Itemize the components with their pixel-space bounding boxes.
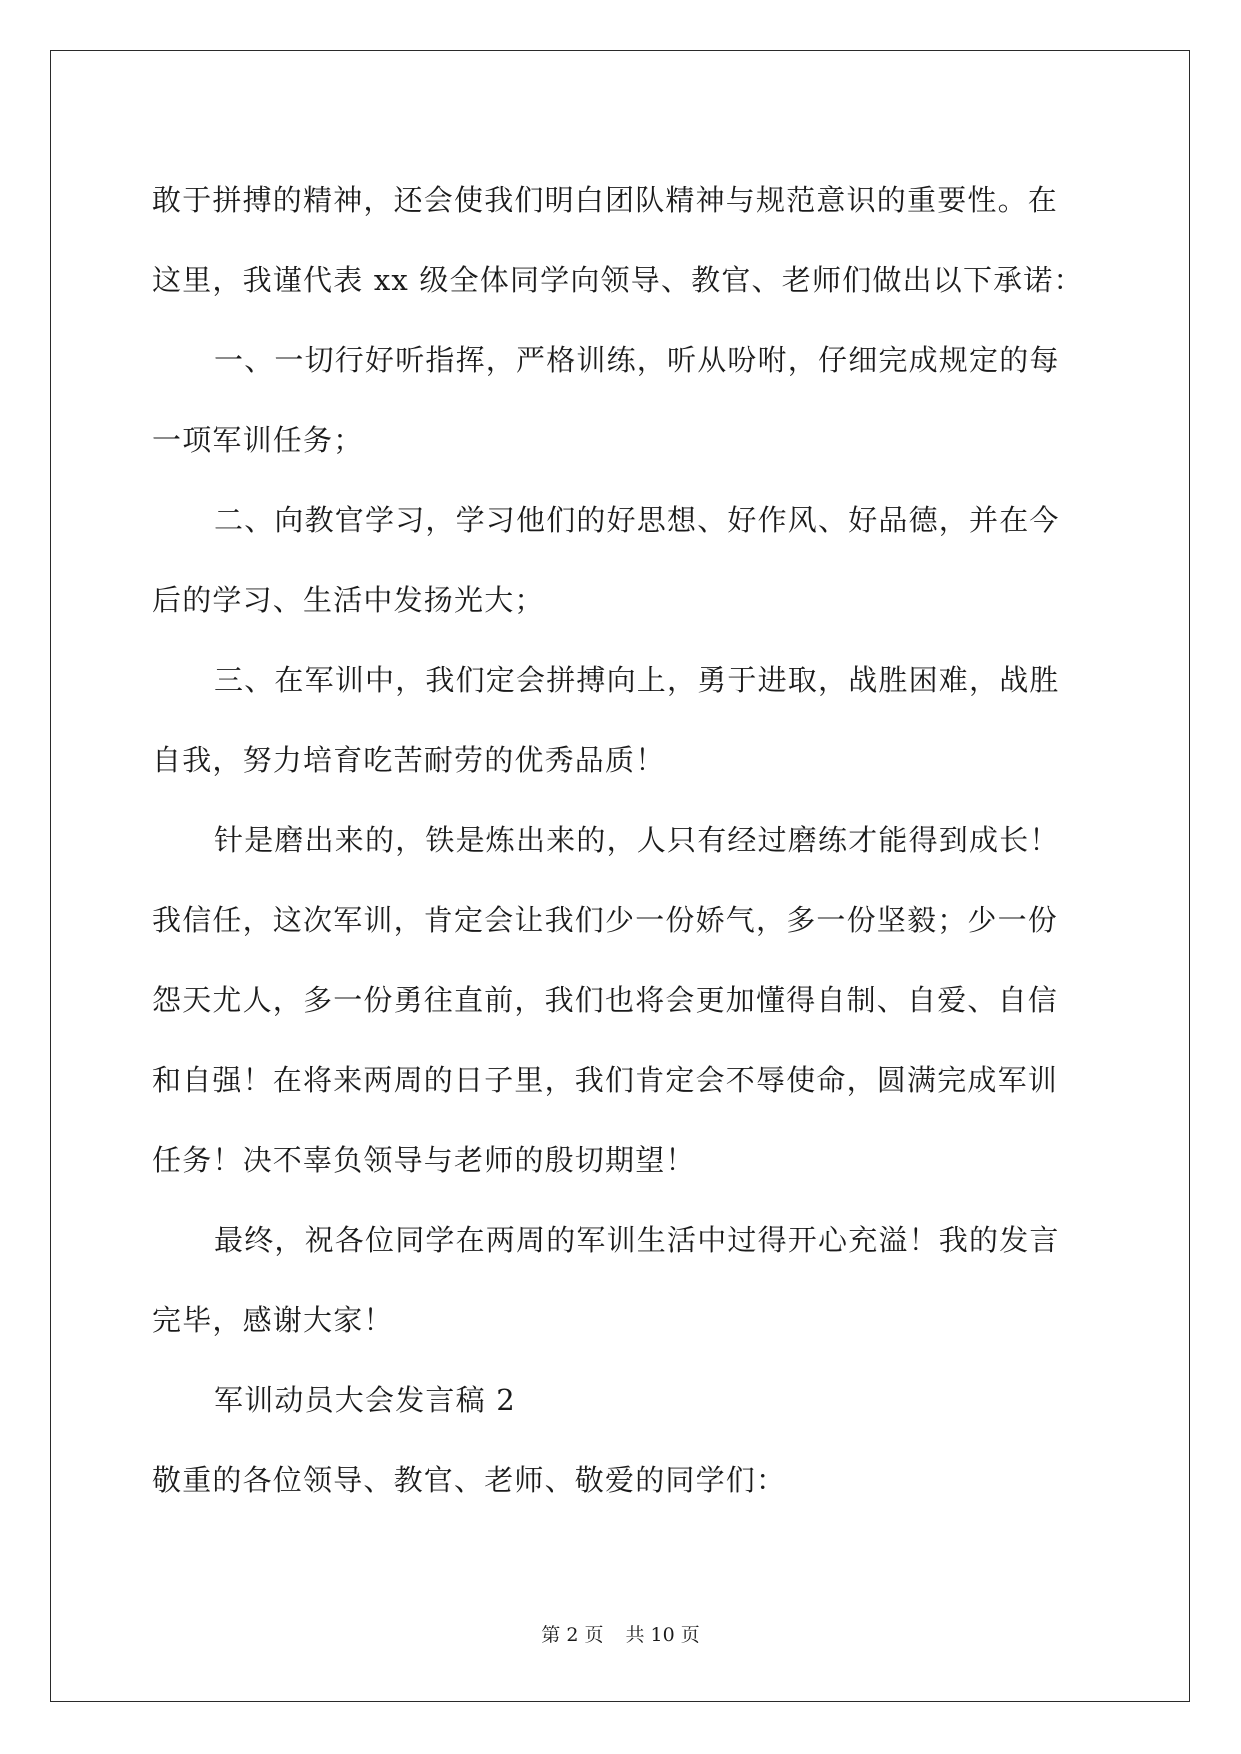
text-line: 怨天尤人，多一份勇往直前，我们也将会更加懂得自制、自爱、自信 [152, 983, 1059, 1017]
section-heading: 军训动员大会发言稿 2 [214, 1383, 516, 1417]
text-line: 一项军训任务； [152, 423, 364, 457]
text-line: 三、在军训中，我们定会拼搏向上，勇于进取，战胜困难，战胜 [214, 663, 1060, 697]
text-line: 我信任，这次军训，肯定会让我们少一份娇气，多一份坚毅；少一份 [152, 903, 1059, 937]
text-line: 二、向教官学习，学习他们的好思想、好作风、好品德，并在今 [214, 503, 1060, 537]
document-body [152, 160, 1092, 1520]
salutation-line: 敬重的各位领导、教官、老师、敬爱的同学们： [152, 1463, 787, 1497]
page-footer [0, 1620, 1241, 1650]
page-number: 第 2 页 [541, 1624, 604, 1646]
text-line: 后的学习、生活中发扬光大； [152, 583, 545, 617]
text-line: 最终，祝各位同学在两周的军训生活中过得开心充溢！我的发言 [214, 1223, 1060, 1257]
text-line: 这里，我谨代表 xx 级全体同学向领导、教官、老师们做出以下承诺： [152, 263, 1084, 297]
text-line: 和自强！在将来两周的日子里，我们肯定会不辱使命，圆满完成军训 [152, 1063, 1059, 1097]
text-line: 完毕，感谢大家！ [152, 1303, 394, 1337]
page-total: 共 10 页 [625, 1624, 700, 1646]
text-line: 针是磨出来的，铁是炼出来的，人只有经过磨练才能得到成长！ [214, 823, 1060, 857]
text-line: 自我，努力培育吃苦耐劳的优秀品质！ [152, 743, 666, 777]
text-line: 敢于拼搏的精神，还会使我们明白团队精神与规范意识的重要性。在 [152, 183, 1059, 217]
text-line: 任务！决不辜负领导与老师的殷切期望！ [152, 1143, 696, 1177]
text-line: 一、一切行好听指挥，严格训练，听从吩咐，仔细完成规定的每 [214, 343, 1060, 377]
